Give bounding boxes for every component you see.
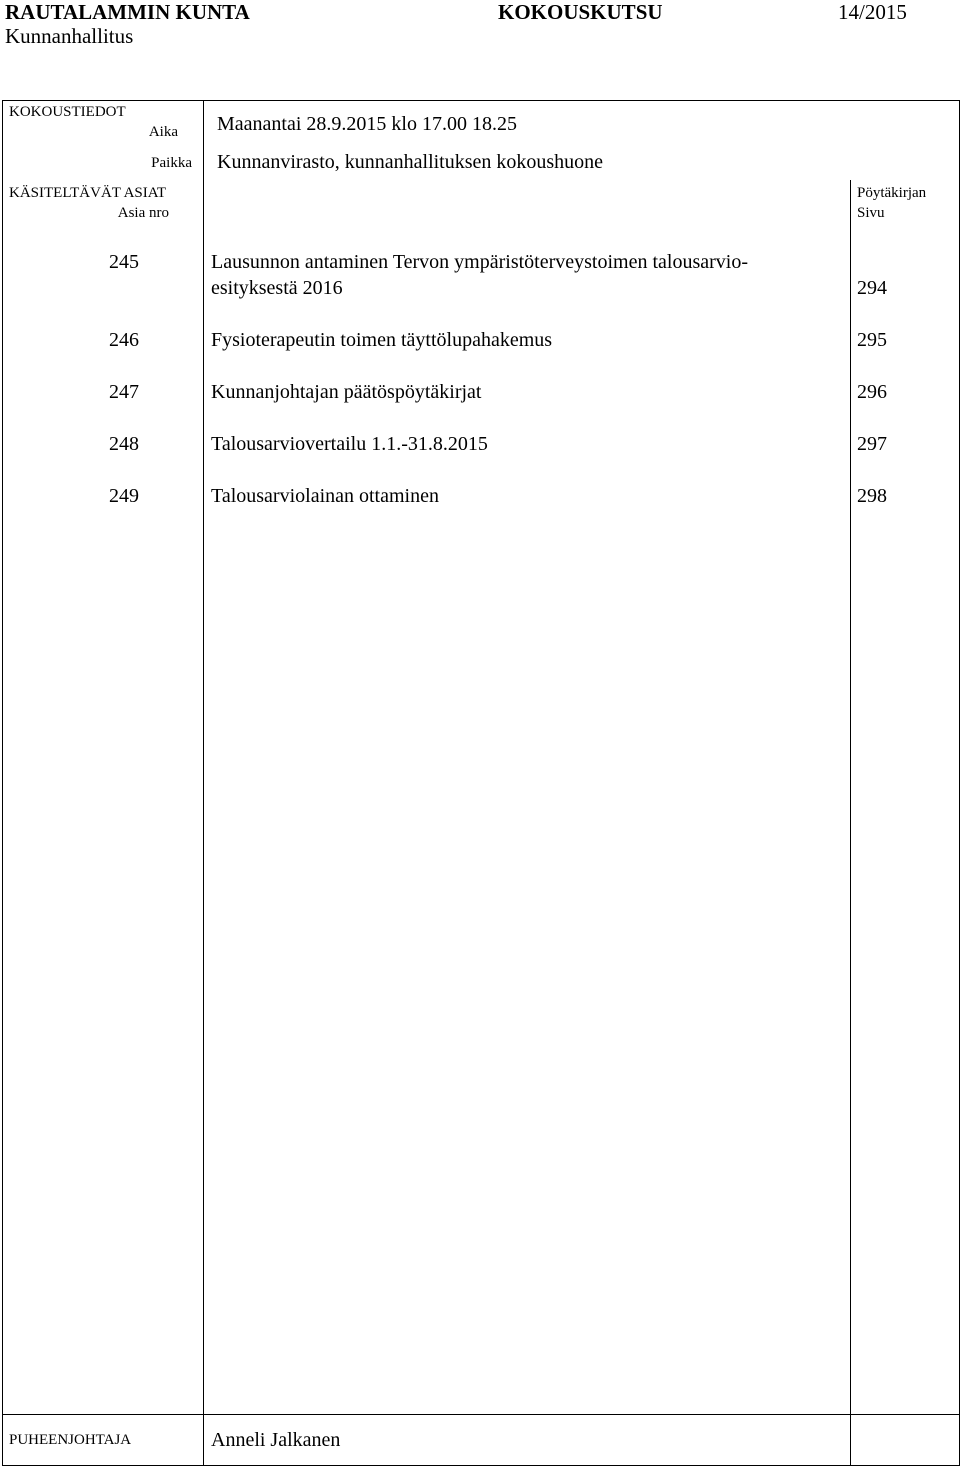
page-column-label-sivu: Sivu [857, 205, 885, 221]
meeting-section-label: KOKOUSTIEDOT [9, 104, 126, 120]
column-divider-left [203, 100, 204, 1466]
agenda-item-number: 246 [109, 329, 139, 351]
chair-name: Anneli Jalkanen [211, 1429, 341, 1451]
agenda-number-label: Asia nro [117, 205, 169, 221]
agenda-item-page: 294 [857, 277, 887, 299]
agenda-item-number: 247 [109, 381, 139, 403]
place-label: Paikka [151, 155, 192, 171]
agenda-item-number: 245 [109, 251, 139, 273]
governing-body: Kunnanhallitus [5, 24, 134, 48]
agenda-item-number: 249 [109, 485, 139, 507]
agenda-item-page: 296 [857, 381, 887, 403]
agenda-item-page: 298 [857, 485, 887, 507]
document-number: 14/2015 [838, 0, 907, 24]
place-value: Kunnanvirasto, kunnanhallituksen kokoushuone [217, 151, 604, 173]
footer-divider [2, 1414, 960, 1415]
agenda-item-page: 295 [857, 329, 887, 351]
agenda-item-title-continuation: esityksestä 2016 [211, 277, 343, 299]
agenda-item-title: Lausunnon antaminen Tervon ympäristöterveystoimen talousarvio- [211, 251, 748, 273]
page-column-label: Pöytäkirjan [857, 185, 927, 201]
column-divider-right [850, 180, 851, 1466]
agenda-item-number: 248 [109, 433, 139, 455]
time-value: Maanantai 28.9.2015 klo 17.00 18.25 [217, 113, 517, 135]
agenda-item-title: Kunnanjohtajan päätöspöytäkirjat [211, 381, 482, 403]
chair-label: PUHEENJOHTAJA [9, 1432, 132, 1448]
document-type: KOKOUSKUTSU [498, 0, 663, 24]
municipality-name: RAUTALAMMIN KUNTA [5, 0, 250, 24]
agenda-section-label: KÄSITELTÄVÄT ASIAT [9, 185, 167, 201]
agenda-item-title: Talousarviovertailu 1.1.-31.8.2015 [211, 433, 488, 455]
agenda-item-page: 297 [857, 433, 887, 455]
agenda-item-title: Talousarviolainan ottaminen [211, 485, 439, 507]
agenda-item-title: Fysioterapeutin toimen täyttölupahakemus [211, 329, 553, 351]
agenda-table-frame [2, 100, 960, 1466]
time-label: Aika [148, 124, 178, 140]
